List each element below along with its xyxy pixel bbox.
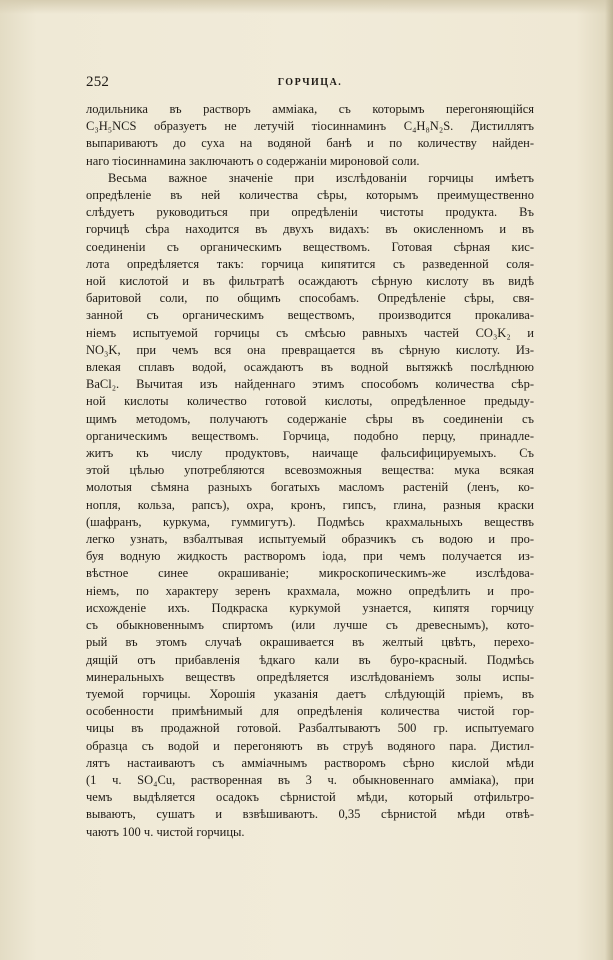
page-number: 252 xyxy=(86,74,110,90)
text-line: ной кислоты количество готовой кислоты, опредѣленное предыду- xyxy=(86,394,534,409)
page-top-shadow xyxy=(0,0,613,14)
text-line: житъ къ числу продуктовъ, наичаще фальсифицируемыхъ. Съ xyxy=(86,446,534,461)
text-line: исхожденiе ихъ. Подкраска куркумой узнается, кипятя горчицу xyxy=(86,600,534,615)
paragraph xyxy=(86,101,534,170)
text-line: минеральныхъ веществъ опредѣляется изслѣдованiемъ золы испы- xyxy=(86,669,534,684)
text-line: молотыя сѣмяна разныхъ богатыхъ масломъ растенiй (ленъ, ко- xyxy=(86,480,534,495)
running-title: ГОРЧИЦА. xyxy=(277,77,343,88)
text-line: туемой горчицы. Хорошiя указанiя даетъ слѣдующiй прiемъ, въ xyxy=(86,686,534,701)
text-line: наго тiосиннамина заключаютъ о содержанiи мироновой соли. xyxy=(86,153,420,168)
text-line: вываютъ, сушатъ и взвѣшиваютъ. 0,35 сѣрнистой мѣди отвѣ- xyxy=(86,807,534,822)
text-line: лота опредѣляется такъ: горчица кипятится съ разведенной соля- xyxy=(86,256,534,271)
text-line: ной кислотой и въ фильтратѣ осаждаютъ сѣрную кислоту въ видѣ xyxy=(86,274,534,289)
text-line: чемъ выдѣляется осадокъ сѣрнистой мѣди, который отфильтро- xyxy=(86,790,534,805)
text-line: NO₃K, при чемъ вся она превращается въ сѣрную кислоту. Из- xyxy=(86,342,534,357)
text-line: лодильника въ растворъ аммiака, съ которымъ перегоняющiйся xyxy=(86,102,534,116)
text-line: чицы въ продажной готовой. Разбалтываютъ 500 гр. испытуемаго xyxy=(86,721,534,736)
text-line: слѣдуетъ руководиться при опредѣленiи чистоты продукта. Въ xyxy=(86,205,534,220)
text-line: этой цѣлью употребляются всевозможныя вещества: мука всякая xyxy=(86,463,534,478)
text-line: съ обыкновеннымъ спиртомъ (или лучше съ древеснымъ), кото- xyxy=(86,618,534,633)
text-line: соединенiи съ органическимъ веществомъ. Готовая сѣрная кис- xyxy=(86,239,534,254)
text-line: занной съ органическимъ веществомъ, производится прокалива- xyxy=(86,308,534,323)
text-line: образца съ водой и перегоняютъ въ струѣ водяного пара. Дистил- xyxy=(86,738,534,753)
text-line: баритовой соли, по общимъ способамъ. Опредѣленiе сѣры, свя- xyxy=(86,291,534,306)
text-line: BaCl₂. Вычитая изъ найденнаго этимъ способомъ количества сѣр- xyxy=(86,377,534,392)
text-line: (1 ч. SO₄Cu, растворенная въ 3 ч. обыкновеннаго аммiака), при xyxy=(86,772,534,787)
text-line: буя водную жидкость растворомъ iода, при чемъ получается из- xyxy=(86,549,534,564)
text-line: Весьма важное значенiе при изслѣдованiи горчицы имѣетъ xyxy=(108,170,534,185)
text-line: рый въ этомъ случаѣ окрашивается въ желтый цвѣтъ, перехо- xyxy=(86,635,534,650)
text-line: C₃H₅NCS образуетъ не летучiй тiосиннаминъ C₄H₈N₂S. Дистиллятъ xyxy=(86,119,534,134)
text-line: (шафранъ, куркума, гуммигутъ). Подмѣсь крахмальныхъ веществъ xyxy=(86,514,534,529)
text-line: влекая сплавъ водой, осаждаютъ въ водной вытяжкѣ послѣднюю xyxy=(86,360,534,375)
text-line: лятъ настаиваютъ съ аммiачнымъ растворомъ сѣрно кислой мѣди xyxy=(86,755,534,770)
text-line: чаютъ 100 ч. чистой горчицы. xyxy=(86,824,245,839)
text-line: вѣстное синее окрашиванiе; микроскопическимъ-же изслѣдова- xyxy=(86,566,534,581)
paragraph xyxy=(86,170,534,841)
body-text xyxy=(86,101,534,841)
page-header xyxy=(86,74,534,94)
page-right-edge xyxy=(605,0,613,960)
text-line: горчицѣ сѣра находится въ двухъ видахъ: въ окисленномъ и въ xyxy=(86,222,534,237)
text-line: органическимъ веществомъ. Горчица, подобно перцу, принадле- xyxy=(86,428,534,443)
text-line: щимъ методомъ, получаютъ содержанiе сѣры въ соединенiи съ xyxy=(86,411,534,426)
text-line: легко узнать, взбалтывая испытуемый образчикъ съ водою и про- xyxy=(86,532,534,547)
text-line: особенности примѣнимый для опредѣленiя количества чистой гор- xyxy=(86,704,534,719)
text-line: нiемъ испытуемой горчицы съ смѣсью равныхъ частей CO₃K₂ и xyxy=(86,325,534,340)
text-line: опредѣленiе въ ней количества сѣры, которымъ преимущественно xyxy=(86,188,534,203)
text-line: нопля, кольза, рапсъ), охра, кронъ, гипсъ, глина, разныя краски xyxy=(86,497,534,512)
text-line: выпариваютъ до суха на водяной банѣ и по количеству найден- xyxy=(86,136,534,151)
text-line: нiемъ, по характеру зеренъ крахмала, можно опредѣлить и про- xyxy=(86,583,534,598)
text-line: дящiй отъ прибавленiя ѣдкаго кали въ буро-красный. Подмѣсь xyxy=(86,652,534,667)
